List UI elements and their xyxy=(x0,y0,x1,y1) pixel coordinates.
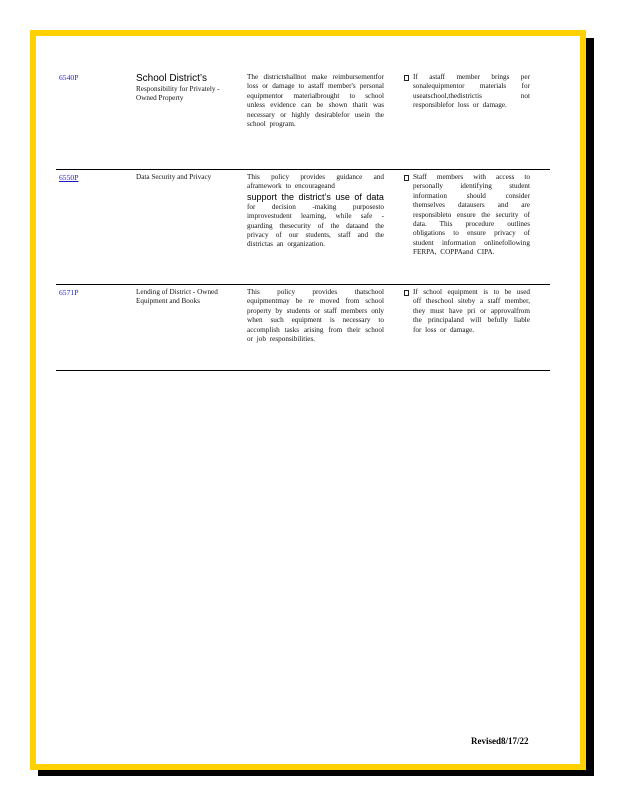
policy-title-rest: Responsibility for Privately - Owned Property xyxy=(136,85,220,103)
revision-date: Revised8/17/22 xyxy=(471,736,529,746)
policy-description: The districtshallnot make reimbursementfor loss or damage to astaff member's personal equipmentor materialbrought to school unless evidence can be shown thatit was necessary or highly desirablefor usein the school program. xyxy=(247,73,384,129)
policy-note xyxy=(404,173,530,258)
policy-code: 6571P xyxy=(59,288,79,297)
bullet-box-icon xyxy=(404,290,409,296)
policy-link[interactable]: 6550P xyxy=(59,173,79,182)
policy-title: Data Security and Privacy xyxy=(136,173,212,181)
policy-note xyxy=(404,73,530,111)
policy-note-text: If school equipment is to be used off theschool siteby a staff member, they must have pri or approvalfrom the principaland will befully liable for loss or damage. xyxy=(413,288,530,334)
table-row xyxy=(56,70,550,169)
policy-description: This policy provides thatschool equipmentmay be re moved from school property by students or staff members only when such equipment is necessary to accomplish tasks arising from their school or job responsibilities. xyxy=(247,288,384,344)
policy-table xyxy=(56,70,550,371)
policy-note xyxy=(404,288,530,335)
policy-title-emphasis: School District’s xyxy=(136,73,207,84)
policy-description-lead: This policy provides guidance and aframework to encourageand xyxy=(247,173,384,191)
bullet-box-icon xyxy=(404,175,409,181)
policy-note-text: If astaff member brings per sonalequipmentor materials for useatschool,thedistrictis not responsiblefor loss or damage. xyxy=(413,73,530,110)
policy-description-emphasis: support the district’s use of data xyxy=(247,191,384,202)
policy-note-text: Staff members with access to personally identifying student information should consider themselves datausers and are responsibleto ensure the security of data. This procedure outlines obligations to ensure privacy of student information onlinefollowing FERPA, COPPAand CIPA. xyxy=(413,173,530,257)
bullet-box-icon xyxy=(404,75,409,81)
policy-title: Lending of District - Owned Equipment and Books xyxy=(136,288,218,306)
policy-title xyxy=(136,73,228,104)
policy-code: 6540P xyxy=(59,73,79,82)
policy-code-link[interactable] xyxy=(59,173,119,182)
policy-description-rest: for decision -making purposesto improvestudent learning, while safe - guarding thesecurity of the dataand the privacy of our students, staff and the districtas an organization. xyxy=(247,202,384,249)
policy-description xyxy=(247,173,384,250)
table-row xyxy=(56,169,550,284)
table-row xyxy=(56,284,550,371)
